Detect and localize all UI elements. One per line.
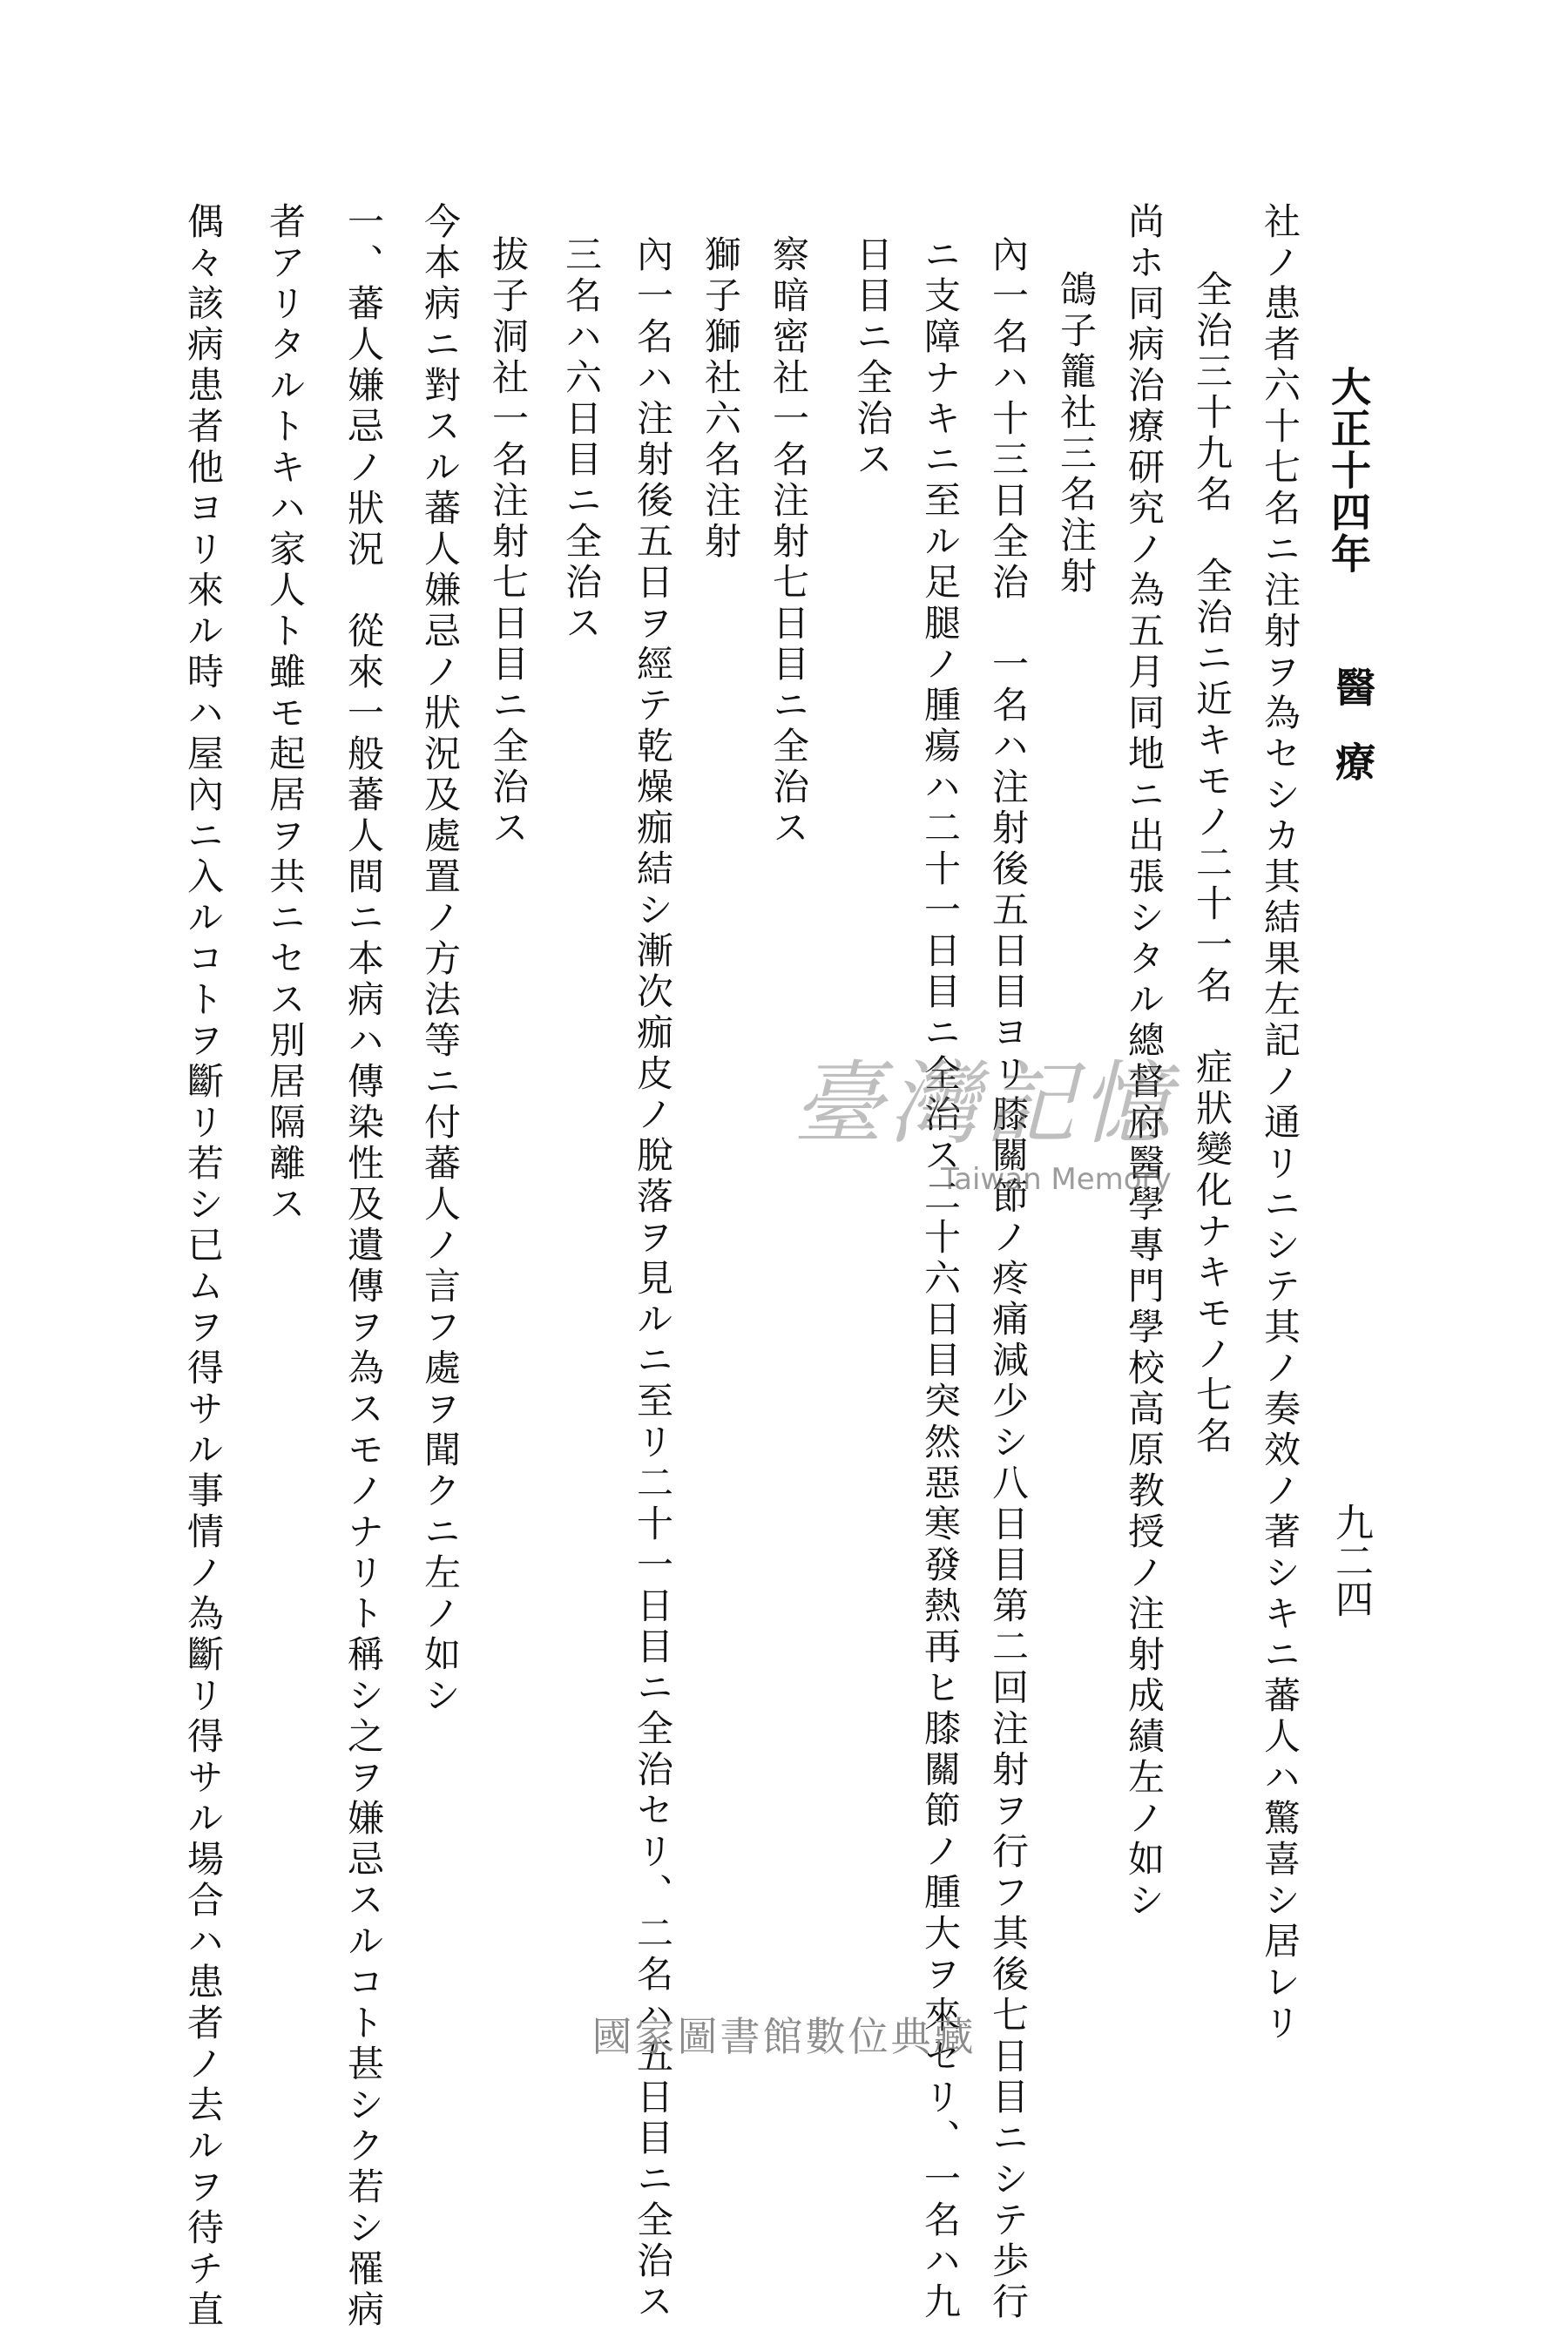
text-column: 社ノ患者六十七名ニ注射ヲ為セシカ其結果左記ノ通リニシテ其ノ奏效ノ著シキニ蕃人ハ驚喜シ居レリ [1259, 202, 1301, 2044]
text-column: 拔子洞社一名注射七日目ニ全治ス [487, 235, 530, 849]
text-column: 內一名ハ十三日全治 一名ハ注射後五日目ヨリ膝關節ノ疼痛減少シ八日目第二回注射ヲ行フ其後七日目ニシテ歩行 [987, 235, 1030, 2323]
text-column: 鴿子籠社三名注射 [1055, 270, 1098, 598]
text-column: 三名ハ六日目ニ全治ス [560, 235, 603, 645]
page-header-title: 大正十四年 [1325, 366, 1372, 575]
text-column: ニ支障ナキニ至ル足腿ノ腫瘍ハ二十一日目ニ全治ス二十六日目突然惡寒發熱再ヒ膝關節ノ腫大ヲ來セリ、一名ハ九 [919, 235, 962, 2323]
text-column: 全治三十九名 全治ニ近キモノ二十一名 症狀變化ナキモノ七名 [1191, 270, 1233, 1457]
text-column: 今本病ニ對スル蕃人嫌忌ノ狀況及處置ノ方法等ニ付蕃人ノ言フ處ヲ聞クニ左ノ如シ [419, 202, 462, 1717]
text-column: 偶々該病患者他ヨリ來ル時ハ屋內ニ入ルコトヲ斷リ若シ已ムヲ得サル事情ノ為斷リ得サル場合ハ患者ノ去ルヲ待チ直 [182, 202, 225, 2331]
text-column: 察暗密社一名注射七日目ニ全治ス [767, 235, 810, 849]
text-column: 一、蕃人嫌忌ノ狀況 從來一般蕃人間ニ本病ハ傳染性及遺傳ヲ為スモノナリト稱シ之ヲ嫌忌スルコト甚シク若シ罹病 [342, 202, 385, 2331]
page-number: 九二四 [1328, 1503, 1373, 1618]
watermark-caption: Taiwan Memory [941, 1162, 1172, 1197]
watermark-logo-text: 臺灣記憶 [793, 1051, 1177, 1157]
text-column: 者アリタルトキハ家人ト雖モ起居ヲ共ニセス別居隔離ス [264, 202, 307, 1226]
text-column: 內一名ハ注射後五日ヲ經テ乾燥痂結シ漸次痂皮ノ脫落ヲ見ルニ至リ二十一日目ニ全治セリ、二名ハ五日目ニ全治ス [632, 235, 674, 2323]
footer-archive-label: 國家圖書館數位典藏 [591, 2013, 977, 2060]
page-header-section: 醫療 [1329, 666, 1376, 816]
text-column: 獅子獅社六名注射 [700, 235, 742, 563]
text-column: 尚ホ同病治療研究ノ為五月同地ニ出張シタル總督府醫學專門學校高原教授ノ注射成績左ノ如シ [1123, 202, 1166, 1922]
text-column: 日目ニ全治ス [851, 235, 894, 481]
